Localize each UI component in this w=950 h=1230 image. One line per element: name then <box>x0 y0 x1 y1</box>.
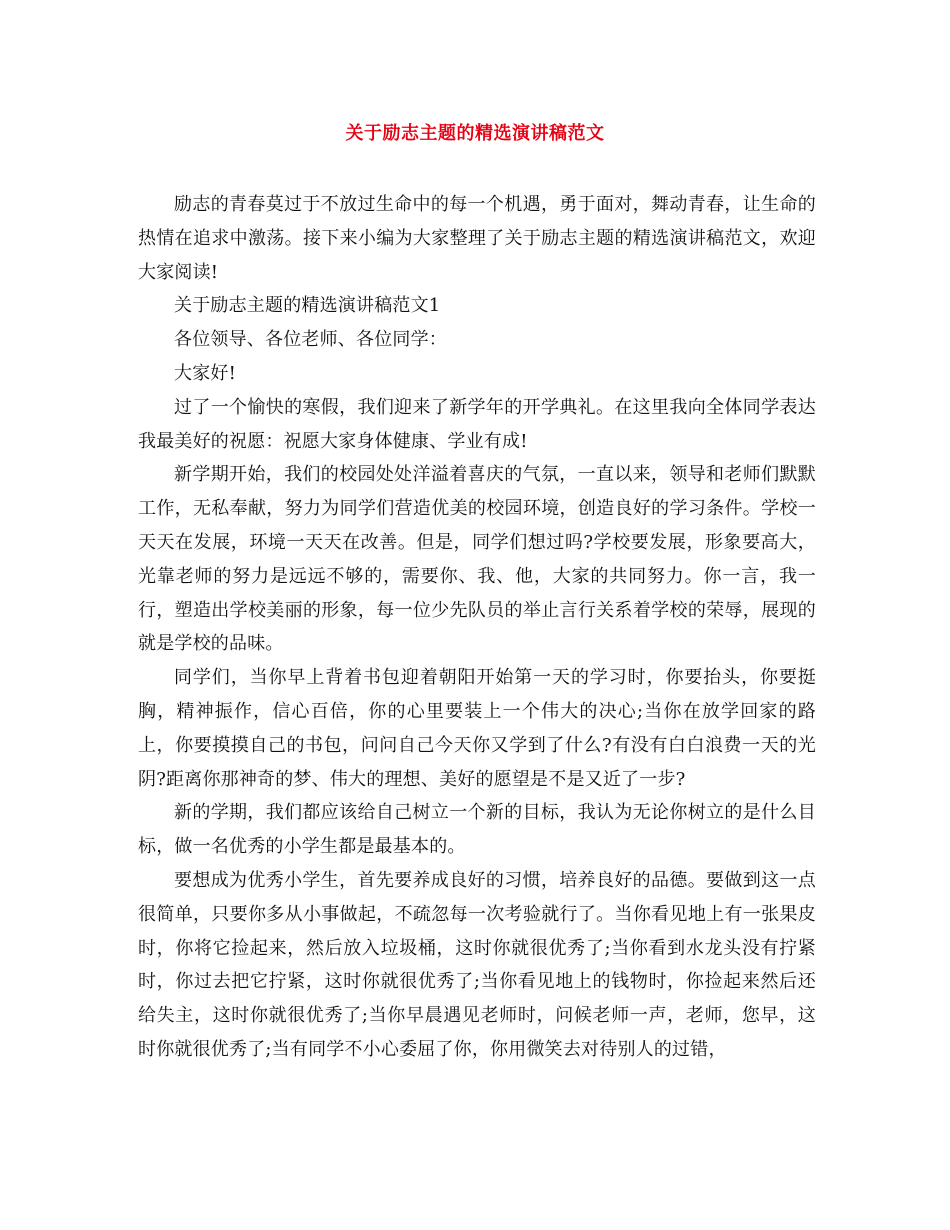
paragraph-section-heading: 关于励志主题的精选演讲稿范文1 <box>174 295 441 317</box>
paragraph-salutation: 各位领导、各位老师、各位同学： <box>174 329 447 351</box>
document-body <box>138 188 816 1067</box>
paragraph-campus: 新学期开始，我们的校园处处洋溢着喜庆的气氛，一直以来，领导和老师们默默工作，无私奉献，努力为同学们营造优美的校园环境，创造良好的学习条件。学校一天天在发展，环境一天天在改善。但是，同学们想过吗?学校要发展，形象要高大，光靠老师的努力是远远不够的，需要你、我、他，大家的共同努力。你一言，我一行，塑造出学校美丽的形象，每一位少先队员的举止言行关系着学校的荣辱，展现的就是学校的品味。 <box>138 464 816 655</box>
paragraph-greeting: 大家好! <box>174 362 237 384</box>
paragraph-opening: 过了一个愉快的寒假，我们迎来了新学年的开学典礼。在这里我向全体同学表达我最美好的祝愿：祝愿大家身体健康、学业有成! <box>138 396 816 452</box>
document-title: 关于励志主题的精选演讲稿范文 <box>345 123 605 144</box>
paragraph-morning: 同学们，当你早上背着书包迎着朝阳开始第一天的学习时，你要抬头，你要挺胸，精神振作，信心百倍，你的心里要装上一个伟大的决心;当你在放学回家的路上，你要摸摸自己的书包，问问自己今天你又学到了什么?有没有白白浪费一天的光阴?距离你那神奇的梦、伟大的理想、美好的愿望是不是又近了一步? <box>138 667 816 790</box>
paragraph-habits: 要想成为优秀小学生，首先要养成良好的习惯，培养良好的品德。要做到这一点很简单，只要你多从小事做起，不疏忽每一次考验就行了。当你看见地上有一张果皮时，你将它捡起来，然后放入垃圾桶，这时你就很优秀了;当你看到水龙头没有拧紧时，你过去把它拧紧，这时你就很优秀了;当你看见地上的钱物时，你捡起来然后还给失主，这时你就很优秀了;当你早晨遇见老师时，问候老师一声，老师，您早，这时你就很优秀了;当有同学不小心委屈了你，你用微笑去对待别人的过错， <box>138 869 816 1060</box>
paragraph-intro: 励志的青春莫过于不放过生命中的每一个机遇，勇于面对，舞动青春，让生命的热情在追求中激荡。接下来小编为大家整理了关于励志主题的精选演讲稿范文，欢迎大家阅读! <box>138 194 816 283</box>
paragraph-goal: 新的学期，我们都应该给自己树立一个新的目标，我认为无论你树立的是什么目标，做一名优秀的小学生都是最基本的。 <box>138 802 816 858</box>
